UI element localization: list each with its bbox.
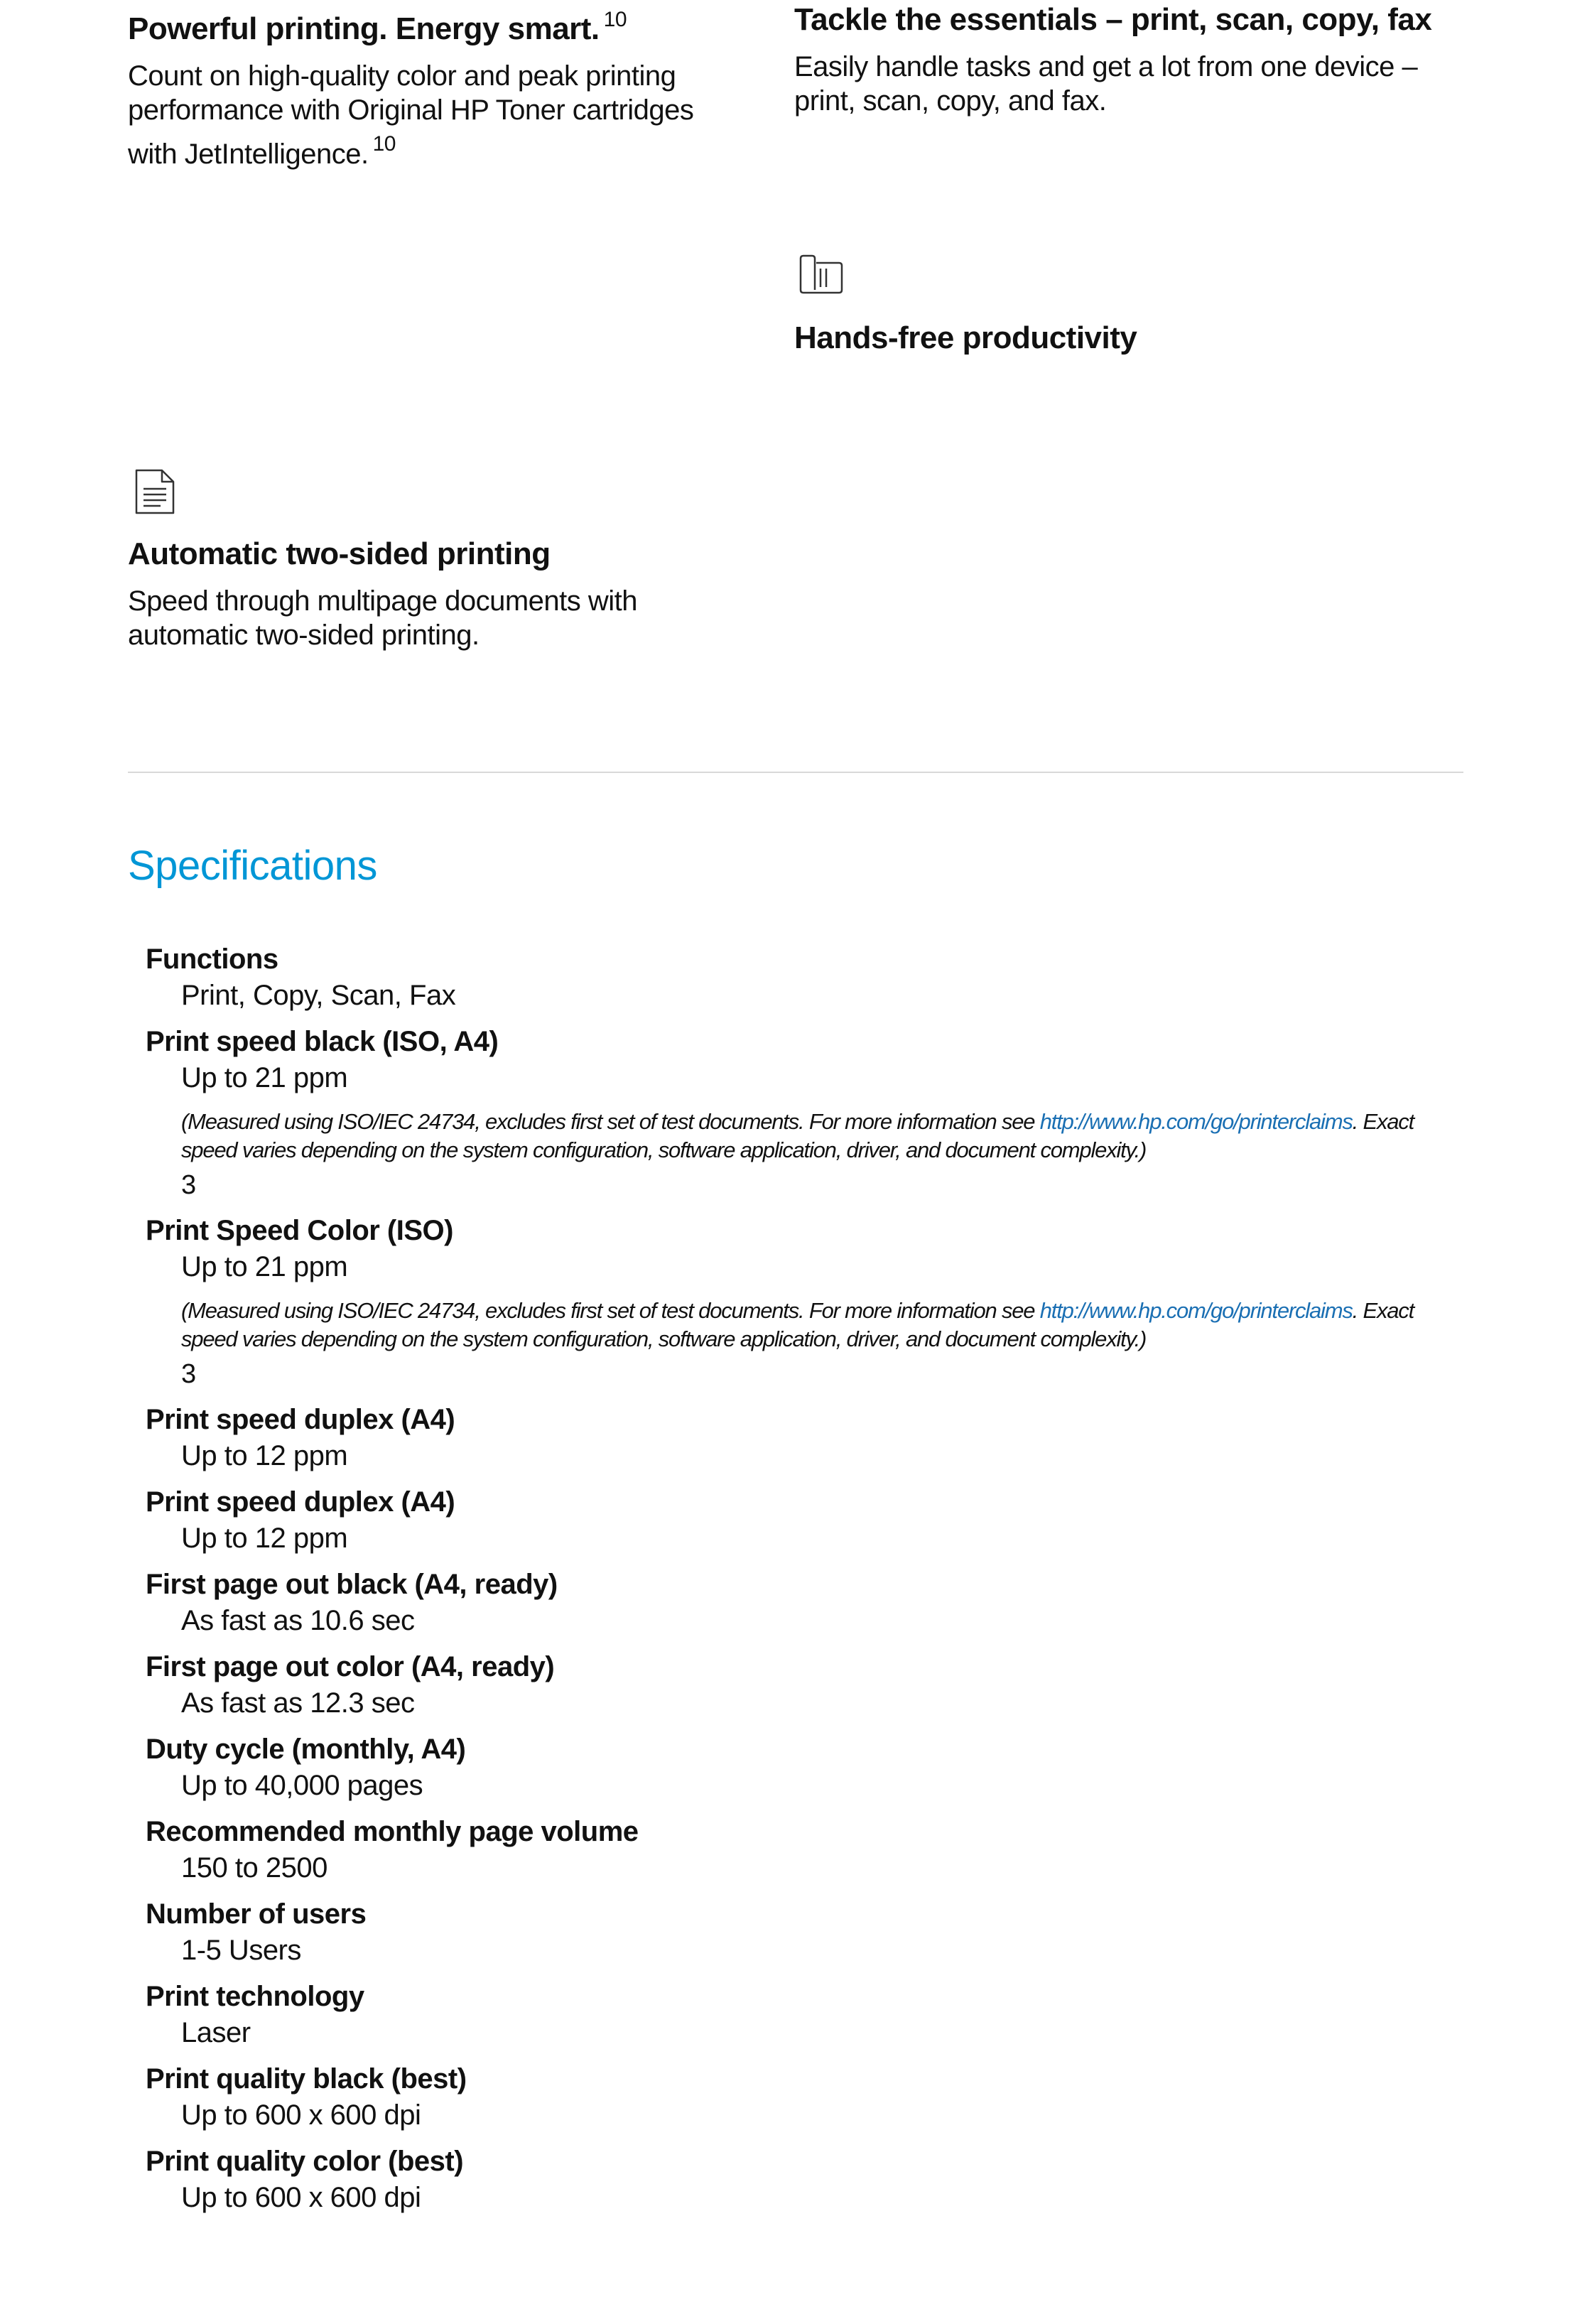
feature-description: Easily handle tasks and get a lot from one device – print, scan, copy, and fax. xyxy=(794,51,1418,117)
spec-item xyxy=(146,1213,1460,1392)
spec-item xyxy=(146,1402,1460,1474)
spec-footnote: 3 xyxy=(181,1359,197,1389)
spec-note: (Measured using ISO/IEC 24734, excludes first set of test documents. For more information see http://www.hp.com/go/printerclaims. Exact speed varies depending on the system configuration, software application, driver, and document complexity.) xyxy=(181,1109,1414,1162)
spec-value: Up to 600 x 600 dpi xyxy=(181,2182,421,2213)
feature-description: Speed through multipage documents with automatic two-sided printing. xyxy=(128,585,638,651)
spec-value: Up to 21 ppm xyxy=(181,1251,348,1282)
spec-item xyxy=(146,1896,1460,1969)
spec-value: 150 to 2500 xyxy=(181,1852,327,1883)
spec-label: Duty cycle (monthly, A4) xyxy=(146,1734,466,1765)
spec-label: First page out black (A4, ready) xyxy=(146,1569,558,1600)
spec-value: Print, Copy, Scan, Fax xyxy=(181,980,456,1011)
spec-item xyxy=(146,941,1460,1014)
spec-value: Up to 21 ppm xyxy=(181,1062,348,1093)
spec-note: (Measured using ISO/IEC 24734, excludes first set of test documents. For more information see http://www.hp.com/go/printerclaims. Exact speed varies depending on the system configuration, software application, driver, and document complexity.) xyxy=(181,1298,1414,1351)
spec-label: First page out color (A4, ready) xyxy=(146,1651,555,1682)
feature-title: Automatic two-sided printing xyxy=(128,536,551,571)
spec-value: As fast as 12.3 sec xyxy=(181,1687,415,1719)
spec-value: 1-5 Users xyxy=(181,1935,301,1966)
spec-label: Print speed duplex (A4) xyxy=(146,1404,455,1435)
spec-item xyxy=(146,1814,1460,1886)
footnote-marker: 10 xyxy=(372,132,396,156)
spec-label: Print quality black (best) xyxy=(146,2063,467,2095)
spec-item xyxy=(146,1484,1460,1557)
feature-hands-free xyxy=(794,318,1412,358)
specifications-list xyxy=(146,941,1460,2226)
spec-label: Recommended monthly page volume xyxy=(146,1816,639,1847)
section-divider xyxy=(128,772,1463,773)
spec-label: Print Speed Color (ISO) xyxy=(146,1215,453,1246)
feature-title: Powerful printing. Energy smart. $^{10}$ xyxy=(128,8,627,46)
spec-label: Print speed duplex (A4) xyxy=(146,1486,455,1518)
feature-description: Count on high-quality color and peak printing performance with Original HP Toner cartridges with JetIntelligence. $^{10}$ xyxy=(128,60,694,170)
feature-powerful-printing xyxy=(128,0,746,171)
feature-title: Tackle the essentials – print, scan, copy, fax xyxy=(794,2,1432,37)
spec-label: Functions xyxy=(146,944,278,975)
spec-footnote: 3 xyxy=(181,1170,197,1200)
spec-value: As fast as 10.6 sec xyxy=(181,1605,415,1636)
spec-label: Print technology xyxy=(146,1981,364,2012)
document-icon xyxy=(134,467,176,519)
feature-two-sided xyxy=(128,534,746,652)
spec-value: Laser xyxy=(181,2017,251,2048)
spec-item xyxy=(146,1567,1460,1639)
footnote-marker: 10 xyxy=(603,8,627,31)
spec-item xyxy=(146,2144,1460,2216)
spec-value: Up to 12 ppm xyxy=(181,1523,348,1554)
spec-value: Up to 40,000 pages xyxy=(181,1770,423,1801)
spec-value: Up to 12 ppm xyxy=(181,1440,348,1471)
spec-item xyxy=(146,1649,1460,1722)
spec-value: Up to 600 x 600 dpi xyxy=(181,2099,421,2131)
spec-item xyxy=(146,1731,1460,1804)
spec-item xyxy=(146,1979,1460,2051)
hands-free-icon xyxy=(798,253,843,299)
feature-title: Hands-free productivity xyxy=(794,320,1137,355)
spec-label: Number of users xyxy=(146,1898,367,1930)
feature-tackle-essentials xyxy=(794,0,1476,118)
spec-label: Print speed black (ISO, A4) xyxy=(146,1026,499,1057)
spec-label: Print quality color (best) xyxy=(146,2146,464,2177)
printer-claims-link[interactable]: http://www.hp.com/go/printerclaims xyxy=(1039,1298,1353,1323)
printer-claims-link[interactable]: http://www.hp.com/go/printerclaims xyxy=(1039,1109,1353,1134)
spec-item xyxy=(146,1024,1460,1203)
specifications-heading: Specifications xyxy=(128,843,377,889)
spec-item xyxy=(146,2061,1460,2134)
